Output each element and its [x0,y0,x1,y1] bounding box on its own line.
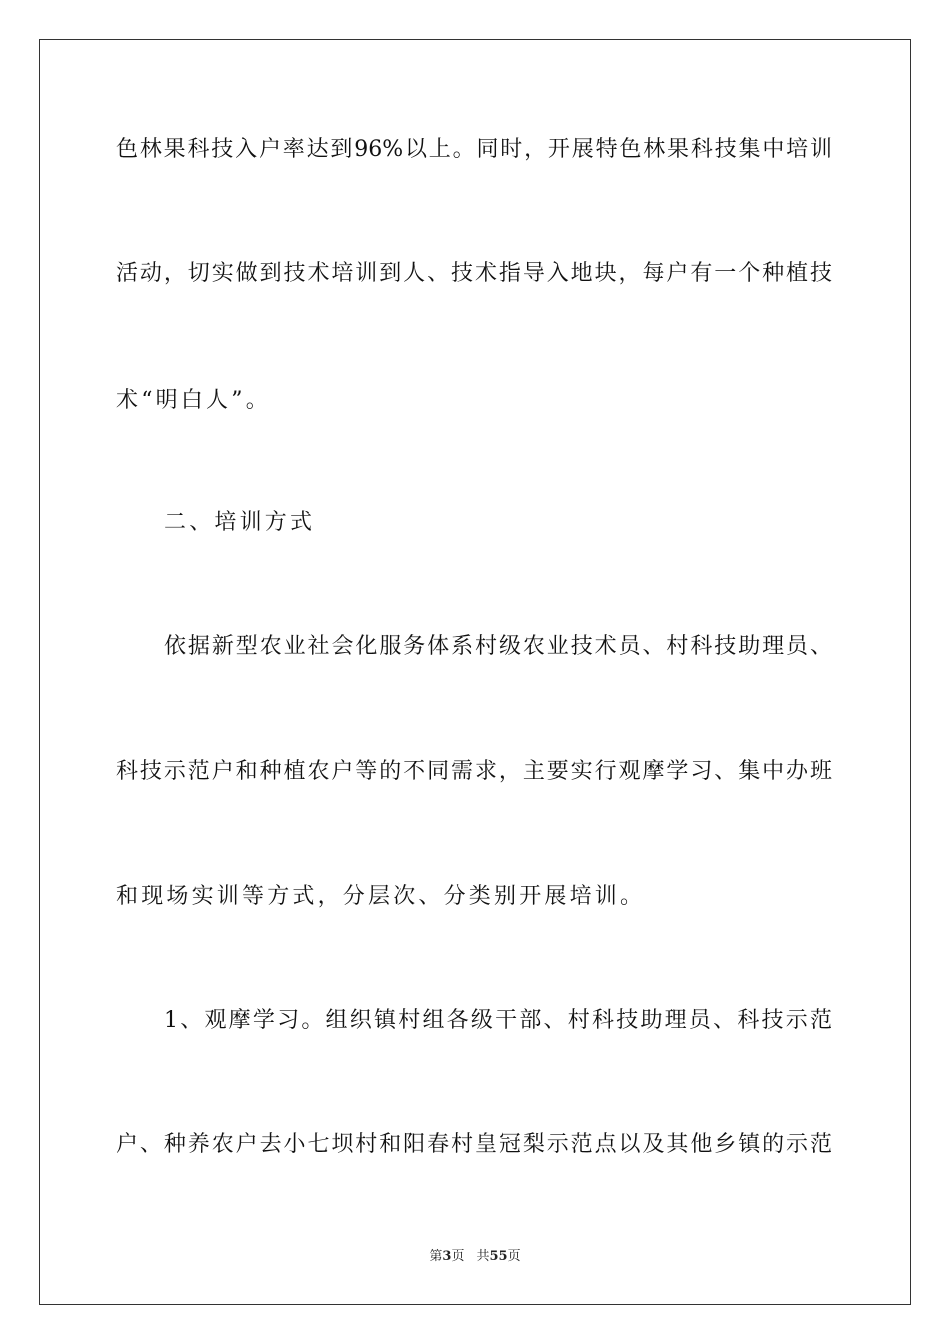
page-prefix: 第 [429,1249,443,1264]
body-line-2: 活动，切实做到技术培训到人、技术指导入地块，每户有一个种植技 [116,261,832,286]
body-line-5: 依据新型农业社会化服务体系村级农业技术员、村科技助理员、 [164,634,832,659]
total-pages: 55 [489,1249,508,1264]
section-heading: 二、培训方式 [164,510,316,535]
page-footer [0,1248,950,1266]
body-line-8: 1、观摩学习。组织镇村组各级干部、村科技助理员、科技示范 [164,1008,832,1033]
page-frame [39,39,911,1305]
body-line-6: 科技示范户和种植农户等的不同需求，主要实行观摩学习、集中办班 [116,759,832,784]
body-line-7: 和现场实训等方式，分层次、分类别开展培训。 [116,884,646,909]
body-line-9: 户、种养农户去小七坝村和阳春村皇冠梨示范点以及其他乡镇的示范 [116,1132,832,1157]
total-suffix: 页 [507,1249,521,1264]
body-line-1: 色林果科技入户率达到96%以上。同时，开展特色林果科技集中培训 [116,137,832,162]
page-number: 3 [442,1249,452,1264]
total-prefix: 共 [476,1249,490,1264]
page-suffix: 页 [451,1249,465,1264]
body-line-3: 术“明白人”。 [116,388,271,413]
